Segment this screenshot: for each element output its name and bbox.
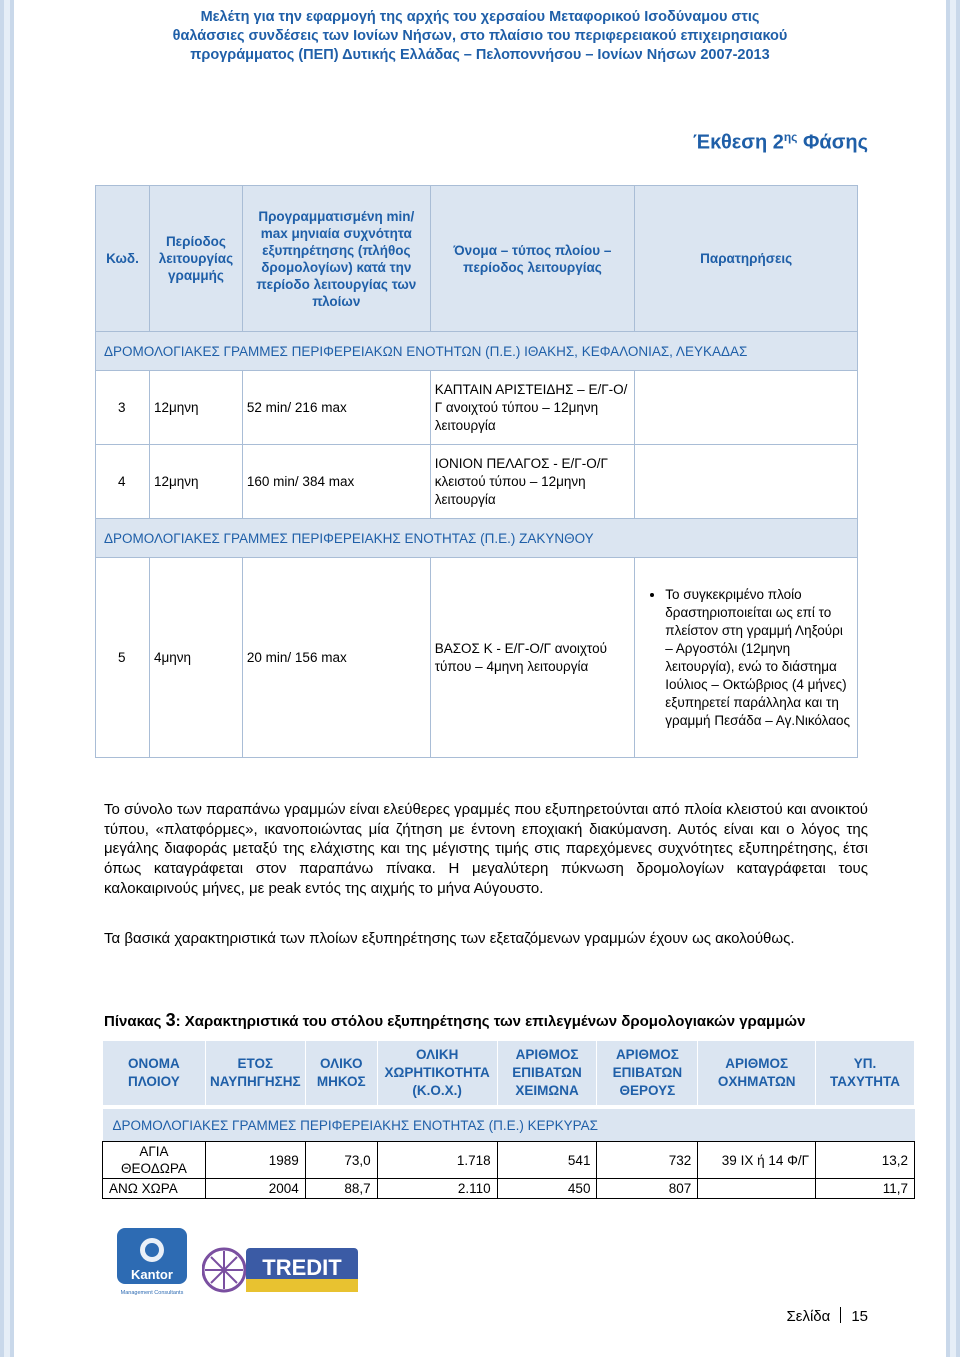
route-period: 4μηνη [149, 558, 242, 758]
page-label: Σελίδα [786, 1308, 831, 1325]
route-ship: ΚΑΠΤΑΙΝ ΑΡΙΣΤΕΙΔΗΣ – Ε/Γ-Ο/Γ ανοιχτού τύπου – 12μηνη λειτουργία [430, 371, 635, 445]
page-border-right [946, 0, 960, 1357]
route-period: 12μηνη [149, 445, 242, 519]
header-line-1: Μελέτη για την εφαρμογή της αρχής του χερσαίου Μεταφορικού Ισοδύναμου στις [200, 9, 760, 25]
header-code: Κωδ. [96, 186, 150, 332]
ship-name: ΑΓΙΑ ΘΕΟΔΩΡΑ [103, 1142, 206, 1179]
kantor-logo-text: Kantor [131, 1267, 173, 1282]
section-title: ΔΡΟΜΟΛΟΓΙΑΚΕΣ ΓΡΑΜΜΕΣ ΠΕΡΙΦΕΡΕΙΑΚΗΣ ΕΝΟΤΗΤΑΣ (Π.Ε.) ΚΕΡΚΥΡΑΣ [103, 1107, 915, 1142]
route-ship: ΙΟΝΙΟΝ ΠΕΛΑΓΟΣ - Ε/Γ-Ο/Γ κλειστού τύπου – 12μηνη λειτουργία [430, 445, 635, 519]
table-row [96, 558, 858, 758]
paragraph-1: Το σύνολο των παραπάνω γραμμών είναι ελεύθερες γραμμές που εξυπηρετούνται από πλοία κλειστού και ανοικτού τύπου, «πλατφόρμες», ικανοποιώντας μία ζήτηση με έντονη εποχιακή διακύμανση. Αυτός είναι και ο λόγος της μεγάλης διαφοράς μεταξύ της ελάχιστης και της μέγιστης τιμής στις παρεχόμενες συχνότητες εξυπηρέτησης, έτσι όπως καταγράφεται στον παραπάνω πίνακα. Η μεγαλύτερη πύκνωση δρομολογίων καταγράφεται τους καλοκαιρινούς μήνες, με peak εντός της αιχμής το μήνα Αύγουστο. [104, 801, 868, 897]
section-title: ΔΡΟΜΟΛΟΓΙΑΚΕΣ ΓΡΑΜΜΕΣ ΠΕΡΙΦΕΡΕΙΑΚΗΣ ΕΝΟΤΗΤΑΣ (Π.Ε.) ΖΑΚΥΝΘΟΥ [96, 519, 858, 558]
route-code: 5 [96, 558, 150, 758]
table-row [96, 445, 858, 519]
build-year: 2004 [205, 1179, 305, 1199]
table-row [103, 1142, 915, 1179]
kantor-logo-subtitle: Management Consultants [120, 1290, 184, 1296]
summer-pax: 807 [597, 1179, 698, 1199]
header-winter-pax: ΑΡΙΘΜΟΣ ΕΠΙΒΑΤΩΝ ΧΕΙΜΩΝΑ [497, 1041, 597, 1108]
table-row [96, 371, 858, 445]
table-caption: Πίνακας 3: Χαρακτηριστικά του στόλου εξυπηρέτησης των επιλεγμένων δρομολογιακών γραμμών [104, 1010, 806, 1030]
header-line-2: θαλάσσιες συνδέσεις των Ιονίων Νήσων, στο πλαίσιο του περιφερειακού επιχειρησιακού [172, 28, 788, 44]
winter-pax: 541 [497, 1142, 597, 1179]
route-ship: ΒΑΣΟΣ Κ - Ε/Γ-Ο/Γ ανοιχτού τύπου – 4μηνη λειτουργία [430, 558, 635, 758]
tonnage: 1.718 [377, 1142, 497, 1179]
speed: 13,2 [816, 1142, 915, 1179]
header-vehicles: ΑΡΙΘΜΟΣ ΟΧΗΜΑΤΩΝ [698, 1041, 816, 1108]
table-row [103, 1179, 915, 1199]
header-tonnage: ΟΛΙΚΗ ΧΩΡΗΤΙΚΟΤΗΤΑ (Κ.Ο.Χ.) [377, 1041, 497, 1108]
header-frequency: Προγραμματισμένη min/ max μηνιαία συχνότητα εξυπηρέτησης (πλήθος δρομολογίων) κατά την περίοδο λειτουργίας των πλοίων [242, 186, 430, 332]
route-notes-cell [635, 558, 858, 758]
fleet-table-header [103, 1041, 915, 1108]
vehicles: 39 ΙΧ ή 14 Φ/Γ [698, 1142, 816, 1179]
page-border-left [0, 0, 14, 1357]
route-period: 12μηνη [149, 371, 242, 445]
route-frequency: 160 min/ 384 max [242, 445, 430, 519]
route-code: 3 [96, 371, 150, 445]
route-notes [635, 371, 858, 445]
length: 88,7 [305, 1179, 377, 1199]
header-period: Περίοδος λειτουργίας γραμμής [149, 186, 242, 332]
footer-divider [840, 1307, 841, 1323]
document-header [120, 8, 840, 65]
fleet-table [102, 1040, 915, 1199]
section-title: ΔΡΟΜΟΛΟΓΙΑΚΕΣ ΓΡΑΜΜΕΣ ΠΕΡΙΦΕΡΕΙΑΚΩΝ ΕΝΟΤΗΤΩΝ (Π.Ε.) ΙΘΑΚΗΣ, ΚΕΦΑΛΟΝΙΑΣ, ΛΕΥΚΑΔΑΣ [96, 332, 858, 371]
winter-pax: 450 [497, 1179, 597, 1199]
summer-pax: 732 [597, 1142, 698, 1179]
section-row [96, 332, 858, 371]
page-number: 15 [851, 1308, 868, 1325]
tredit-logo-text: TREDIT [262, 1255, 342, 1280]
header-build-year: ΕΤΟΣ ΝΑΥΠΗΓΗΣΗΣ [205, 1041, 305, 1108]
routes-table [95, 185, 858, 758]
kantor-logo [117, 1228, 187, 1298]
speed: 11,7 [816, 1179, 915, 1199]
section-row [96, 519, 858, 558]
route-code: 4 [96, 445, 150, 519]
section-row [103, 1107, 915, 1142]
route-frequency: 52 min/ 216 max [242, 371, 430, 445]
header-length: ΟΛΙΚΟ ΜΗΚΟΣ [305, 1041, 377, 1108]
header-notes: Παρατηρήσεις [635, 186, 858, 332]
notes-list [639, 586, 853, 730]
vehicles [698, 1179, 816, 1199]
routes-table-header [96, 186, 858, 332]
page-footer [786, 1307, 868, 1325]
route-notes [635, 445, 858, 519]
header-ship: Όνομα – τύπος πλοίου – περίοδος λειτουργίας [430, 186, 635, 332]
report-phase-title: Έκθεση $2^{\eta\varsigma}$ Φάσης [693, 130, 868, 154]
paragraph-2: Τα βασικά χαρακτηριστικά των πλοίων εξυπηρέτησης των εξεταζόμενων γραμμών έχουν ως ακολούθως. [104, 930, 795, 947]
tonnage: 2.110 [377, 1179, 497, 1199]
tredit-logo [202, 1245, 362, 1295]
length: 73,0 [305, 1142, 377, 1179]
header-summer-pax: ΑΡΙΘΜΟΣ ΕΠΙΒΑΤΩΝ ΘΕΡΟΥΣ [597, 1041, 698, 1108]
header-speed: ΥΠ. ΤΑΧΥΤΗΤΑ [816, 1041, 915, 1108]
build-year: 1989 [205, 1142, 305, 1179]
header-line-3: προγράμματος (ΠΕΠ) Δυτικής Ελλάδας – Πελοποννήσου – Ιονίων Νήσων 2007-2013 [190, 47, 770, 63]
ship-name: ΑΝΩ ΧΩΡΑ [103, 1179, 206, 1199]
header-ship-name: ΟΝΟΜΑ ΠΛΟΙΟΥ [103, 1041, 206, 1108]
notes-bullet: • Το συγκεκριμένο πλοίο δραστηριοποιείται ως επί το πλείστον στη γραμμή Ληξούρι – Αργοστόλι (12μηνη λειτουργία), ενώ το διάστημα Ιούλιος – Οκτώβριος (4 μήνες) εξυπηρετεί παράλληλα και τη γραμμή Πεσάδα – Αγ.Νικόλαος [665, 586, 853, 730]
route-frequency: 20 min/ 156 max [242, 558, 430, 758]
